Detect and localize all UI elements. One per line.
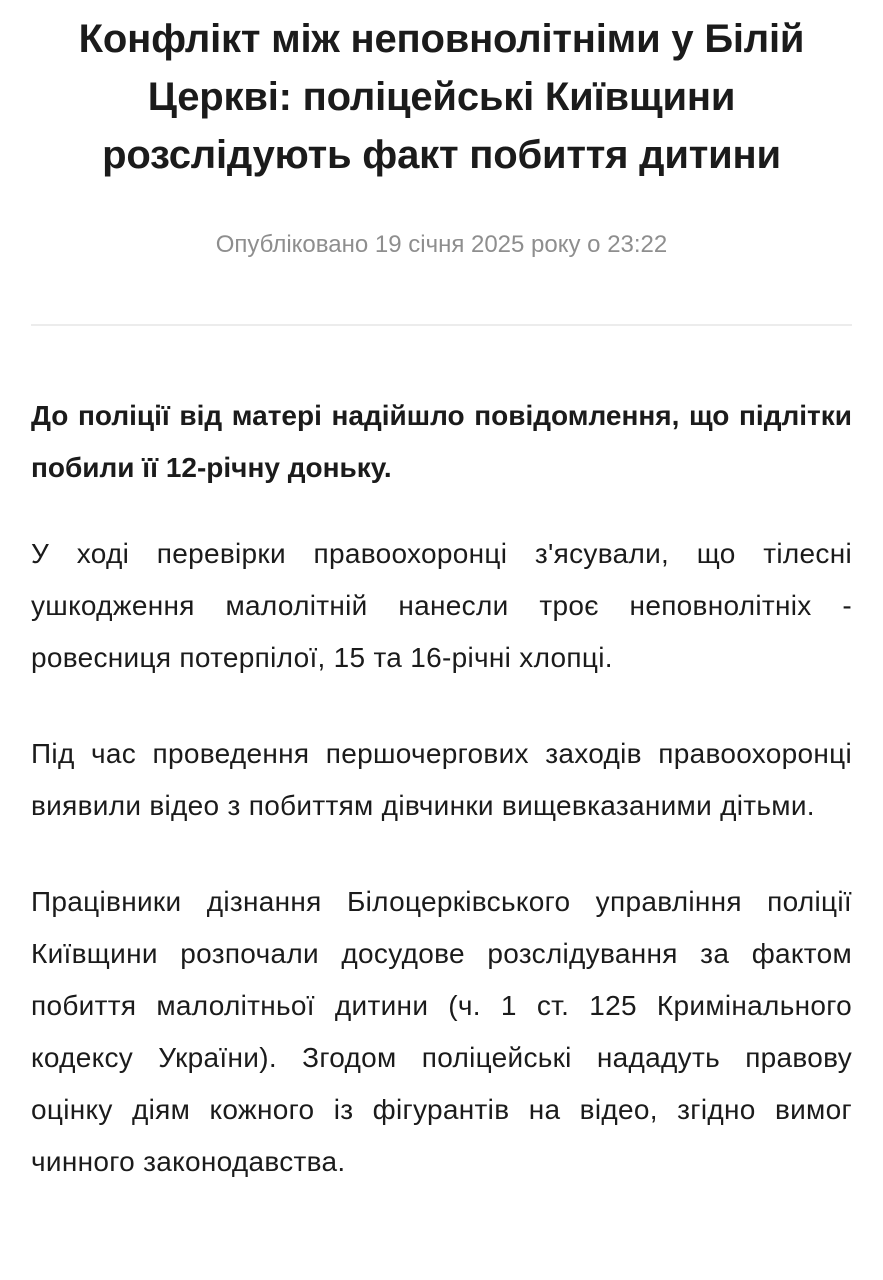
article-paragraph: Під час проведення першочергових заходів правоохоронці виявили відео з побиттям дівчинки вищевказаними дітьми. [31, 738, 852, 821]
article [31, 0, 852, 1188]
article-paragraph: Працівники дізнання Білоцерківського управління поліції Київщини розпочали досудове розслідування за фактом побиття малолітньої дитини (ч. 1 ст. 125 Кримінального кодексу України). Згодом поліцейські нададуть правову оцінку діям кожного із фігурантів на відео, згідно вимог чинного законодавства. [31, 886, 852, 1177]
publish-date: Опубліковано 19 січня 2025 року о 23:22 [215, 231, 668, 258]
article-paragraph: У ході перевірки правоохоронці з'ясували, що тілесні ушкодження малолітній нанесли троє неповнолітніх - ровесниця потерпілої, 15 та 16-річні хлопці. [31, 538, 852, 673]
article-title: Конфлікт між неповнолітніми у Білій Церкві: поліцейські Київщини розслідують факт побиття дитини [78, 17, 805, 177]
divider [31, 324, 852, 326]
article-lead: До поліції від матері надійшло повідомлення, що підлітки побили її 12-річну доньку. [31, 400, 852, 483]
